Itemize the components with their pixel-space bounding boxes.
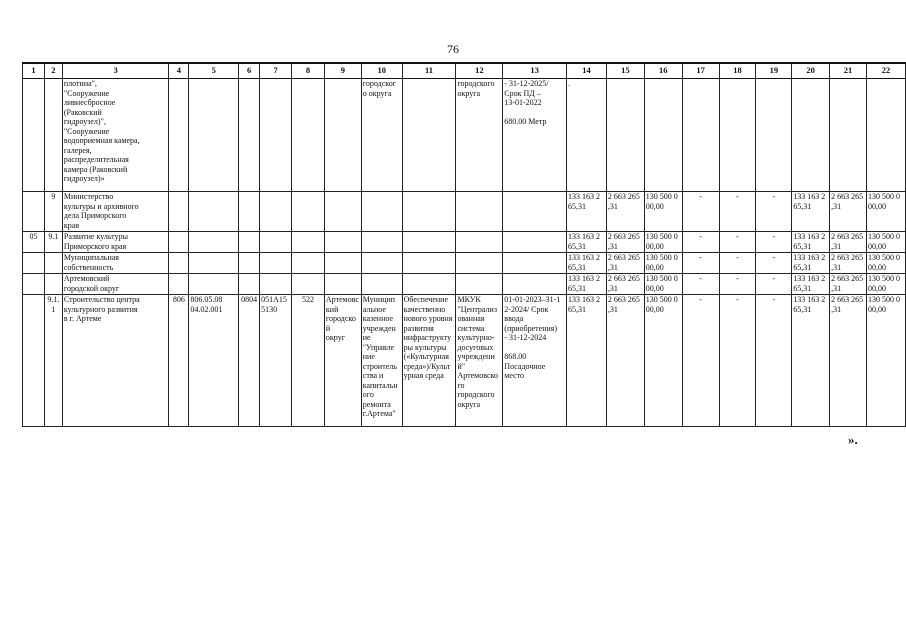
table-cell xyxy=(830,79,867,192)
header-cell-9: 9 xyxy=(324,63,361,79)
table-cell xyxy=(324,79,361,192)
table-cell xyxy=(456,232,503,253)
table-cell: 9 xyxy=(44,192,62,232)
table-cell xyxy=(503,274,567,295)
header-row xyxy=(23,63,906,79)
table-cell xyxy=(792,79,830,192)
table-cell xyxy=(456,192,503,232)
table-cell: - xyxy=(719,192,756,232)
table-cell: 130 500 0 00,00 xyxy=(644,232,682,253)
table-cell xyxy=(361,274,402,295)
table-cell: городского округа xyxy=(456,79,503,192)
table-cell: 9.1 xyxy=(44,232,62,253)
table-cell: - xyxy=(756,274,792,295)
table-cell: Артемовс кий городской округ xyxy=(324,295,361,427)
table-cell: 2 663 265 ,31 xyxy=(830,274,867,295)
table-cell xyxy=(260,192,292,232)
table-cell: 133 163 2 65,31 xyxy=(567,253,607,274)
table-cell: Муниципальная собственность xyxy=(62,253,169,274)
table-cell xyxy=(402,192,456,232)
table-cell xyxy=(260,253,292,274)
table-cell xyxy=(402,274,456,295)
table-cell xyxy=(324,232,361,253)
table-cell: 130 500 0 00,00 xyxy=(866,253,905,274)
table-cell xyxy=(189,192,239,232)
table-cell xyxy=(239,232,260,253)
table-cell xyxy=(756,79,792,192)
table-cell: - xyxy=(756,295,792,427)
table-cell: - xyxy=(756,232,792,253)
table-cell: - xyxy=(756,192,792,232)
table-cell xyxy=(644,79,682,192)
table-cell xyxy=(189,79,239,192)
table-cell: 2 663 265 ,31 xyxy=(606,232,644,253)
table-cell: 133 163 2 65,31 xyxy=(567,192,607,232)
table-cell xyxy=(866,79,905,192)
table-cell: Развитие культуры Приморского края xyxy=(62,232,169,253)
table-cell xyxy=(239,253,260,274)
table-cell: 2 663 265 ,31 xyxy=(830,295,867,427)
table-row xyxy=(23,274,906,295)
table-row xyxy=(23,253,906,274)
table-cell xyxy=(23,253,45,274)
table-cell: 0804 xyxy=(239,295,260,427)
table-cell xyxy=(239,274,260,295)
header-cell-21: 21 xyxy=(830,63,867,79)
header-cell-12: 12 xyxy=(456,63,503,79)
table-cell xyxy=(292,192,325,232)
header-cell-1: 1 xyxy=(23,63,45,79)
table-cell: Муницип альное казенное учрежден ие "Управле ние строитель ства и капитальн ого ремонта г.Артема" xyxy=(361,295,402,427)
header-cell-18: 18 xyxy=(719,63,756,79)
table-cell xyxy=(292,79,325,192)
table-cell xyxy=(606,79,644,192)
table-cell: 133 163 2 65,31 xyxy=(792,253,830,274)
table-cell: . xyxy=(567,79,607,192)
header-cell-22: 22 xyxy=(866,63,905,79)
table-cell: 522 xyxy=(292,295,325,427)
table-cell: Артемовский городской округ xyxy=(62,274,169,295)
table-cell: 130 500 0 00,00 xyxy=(866,295,905,427)
table-cell xyxy=(456,253,503,274)
table-cell xyxy=(682,79,719,192)
table-cell xyxy=(324,253,361,274)
table-cell xyxy=(361,192,402,232)
table-cell: 130 500 0 00,00 xyxy=(866,192,905,232)
header-cell-2: 2 xyxy=(44,63,62,79)
table-cell: 130 500 0 00,00 xyxy=(644,274,682,295)
table-cell xyxy=(361,253,402,274)
table-cell: - xyxy=(719,253,756,274)
table-cell xyxy=(189,274,239,295)
header-cell-15: 15 xyxy=(606,63,644,79)
table-cell: городског о округа xyxy=(361,79,402,192)
table-cell xyxy=(189,253,239,274)
header-cell-5: 5 xyxy=(189,63,239,79)
table-cell: 130 500 0 00,00 xyxy=(644,295,682,427)
table-cell xyxy=(402,253,456,274)
table-cell xyxy=(23,295,45,427)
table-cell xyxy=(44,274,62,295)
header-cell-16: 16 xyxy=(644,63,682,79)
table-cell xyxy=(503,192,567,232)
table-cell: 130 500 0 00,00 xyxy=(644,253,682,274)
header-cell-8: 8 xyxy=(292,63,325,79)
table-cell: - xyxy=(682,274,719,295)
table-cell xyxy=(719,79,756,192)
table-cell: 2 663 265 ,31 xyxy=(830,192,867,232)
table-cell: 133 163 2 65,31 xyxy=(567,274,607,295)
header-cell-14: 14 xyxy=(567,63,607,79)
table-cell: 133 163 2 65,31 xyxy=(567,232,607,253)
table-cell xyxy=(456,274,503,295)
budget-table xyxy=(22,62,906,427)
table-cell xyxy=(260,274,292,295)
table-cell xyxy=(44,253,62,274)
header-cell-13: 13 xyxy=(503,63,567,79)
table-cell: 130 500 0 00,00 xyxy=(644,192,682,232)
table-cell: 2 663 265 ,31 xyxy=(830,253,867,274)
table-cell: 133 163 2 65,31 xyxy=(792,295,830,427)
table-cell: 2 663 265 ,31 xyxy=(606,253,644,274)
table-cell xyxy=(239,79,260,192)
table-row xyxy=(23,232,906,253)
header-cell-7: 7 xyxy=(260,63,292,79)
table-cell: - xyxy=(719,274,756,295)
table-cell xyxy=(169,232,189,253)
table-cell: 130 500 0 00,00 xyxy=(866,274,905,295)
table-cell xyxy=(503,253,567,274)
table-cell xyxy=(292,253,325,274)
table-cell xyxy=(260,79,292,192)
table-cell: 01-01-2023–31-1 2-2024/ Срок ввода (приобретения) - 31-12-2024 868.00 Посадочное место xyxy=(503,295,567,427)
header-cell-11: 11 xyxy=(402,63,456,79)
table-row xyxy=(23,295,906,427)
table-cell: 2 663 265 ,31 xyxy=(830,232,867,253)
header-cell-3: 3 xyxy=(62,63,169,79)
header-cell-10: 10 xyxy=(361,63,402,79)
table-cell: 2 663 265 ,31 xyxy=(606,274,644,295)
table-cell: Строительство центра культурного развития в г. Артеме xyxy=(62,295,169,427)
closing-quote-mark: ». xyxy=(848,432,858,447)
table-cell: 133 163 2 65,31 xyxy=(792,274,830,295)
table-cell xyxy=(361,232,402,253)
table-cell xyxy=(292,274,325,295)
table-cell: плотина", "Сооружение ливнесбросное (Раковский гидроузел)", "Сооружение водоприемная камера, галерея, распределительная камера (Раковский гидроузел)» xyxy=(62,79,169,192)
table-cell xyxy=(503,232,567,253)
header-cell-6: 6 xyxy=(239,63,260,79)
header-cell-20: 20 xyxy=(792,63,830,79)
table-cell xyxy=(169,79,189,192)
table-cell xyxy=(292,232,325,253)
table-cell: 051А15 5130 xyxy=(260,295,292,427)
table-cell xyxy=(23,79,45,192)
header-cell-19: 19 xyxy=(756,63,792,79)
table-cell: 133 163 2 65,31 xyxy=(792,232,830,253)
table-row xyxy=(23,79,906,192)
table-cell xyxy=(239,192,260,232)
table-cell xyxy=(23,192,45,232)
table-cell: 05 xyxy=(23,232,45,253)
table-wrapper xyxy=(22,62,906,427)
table-cell: 2 663 265 ,31 xyxy=(606,295,644,427)
table-cell: 130 500 0 00,00 xyxy=(866,232,905,253)
table-cell: 133 163 2 65,31 xyxy=(567,295,607,427)
table-cell: Обеспечение качественно нового уровня развития инфраструкту ры культуры («Культурная среда»)/Культ урная среда xyxy=(402,295,456,427)
table-cell: - xyxy=(719,295,756,427)
header-cell-17: 17 xyxy=(682,63,719,79)
table-cell xyxy=(23,274,45,295)
table-cell xyxy=(169,192,189,232)
table-cell: 806.05.08 04.02.001 xyxy=(189,295,239,427)
table-cell: - xyxy=(682,295,719,427)
table-cell xyxy=(402,79,456,192)
table-cell xyxy=(324,192,361,232)
table-cell xyxy=(189,232,239,253)
table-cell: - xyxy=(682,253,719,274)
table-cell: 806 xyxy=(169,295,189,427)
page-number: 76 xyxy=(447,42,459,56)
table-cell xyxy=(169,274,189,295)
table-cell xyxy=(324,274,361,295)
table-cell: 133 163 2 65,31 xyxy=(792,192,830,232)
table-cell xyxy=(169,253,189,274)
table-cell: Министерство культуры и архивного дела Приморского края xyxy=(62,192,169,232)
table-cell: 2 663 265 ,31 xyxy=(606,192,644,232)
header-cell-4: 4 xyxy=(169,63,189,79)
table-cell: - xyxy=(756,253,792,274)
table-cell: - xyxy=(719,232,756,253)
table-cell: - 31-12-2025/ Срок ПД – 13-01-2022 680.00 Метр xyxy=(503,79,567,192)
table-row xyxy=(23,192,906,232)
table-cell xyxy=(44,79,62,192)
table-cell xyxy=(260,232,292,253)
table-cell: 9.1.1 xyxy=(44,295,62,427)
table-cell: - xyxy=(682,192,719,232)
table-cell: - xyxy=(682,232,719,253)
table-cell: МКУК "Централиз ованная система культурно- досуговых учреждени й" Артемовско го городского округа xyxy=(456,295,503,427)
table-cell xyxy=(402,232,456,253)
